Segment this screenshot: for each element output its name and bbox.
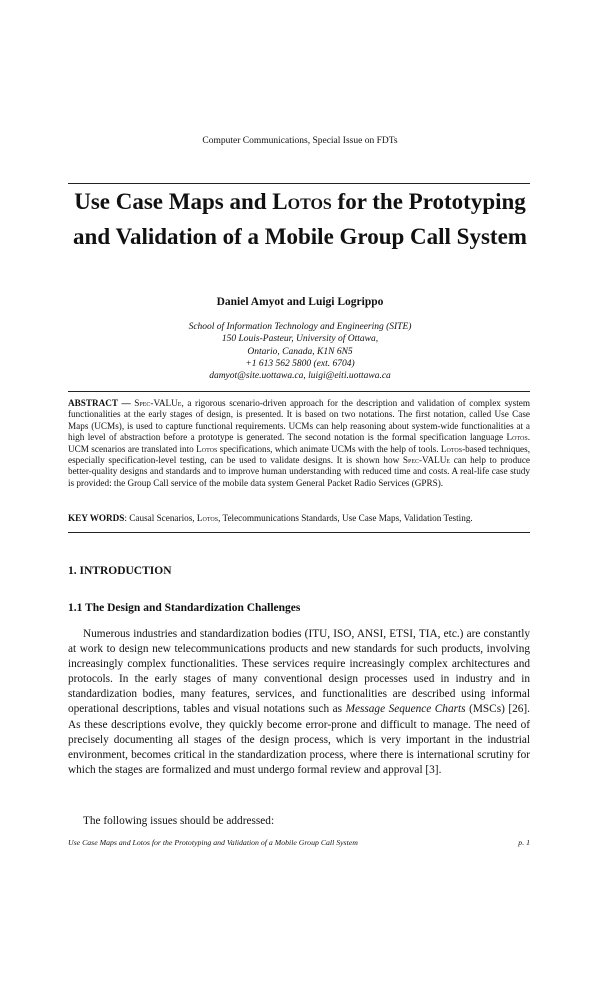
msc-term: Message Sequence Charts [345,703,466,716]
abstract [68,398,530,489]
abstract-text: can help to produce better-quality designs and standards and to improve human understanding with reduced time and costs. A real-life case study is provided: the Group Call service of the mobile data system General Packet Radio Services (GPRS). [68,455,530,488]
affiliation-line: +1 613 562 5800 (ext. 6704) [245,358,355,369]
affiliation-line: School of Information Technology and Engineering (SITE) [188,322,412,332]
keywords-text: , Telecommunications Standards, Use Case Maps, Validation Testing. [218,513,473,523]
page-footer [68,838,530,847]
spec-value-term: Spec-VALUe [134,398,182,408]
subsection-heading: 1.1 The Design and Standardization Challenges [68,602,301,614]
keywords-label: KEY WORDS [68,513,125,523]
abstract-text: , a rigorous scenario-driven approach for the description and validation of complex system functionalities at the early stages of design, is presented. It is based on two notations. The first notation, called Use Case Maps (UCMs), is used to capture functional requirements. UCMs can help reasoning about system-wide functionalities at a high level of abstraction before a prototype is generated. The second notation is the formal specification language [68,398,530,443]
lotos-term: Lotos [196,513,219,523]
page-number: p. 1 [518,838,530,847]
spec-value-term: Spec-VALUe [402,455,451,466]
title-part-2: for the Prototyping and Validation of a Mobile Group Call System [73,189,527,249]
affiliation-line: damyot@site.uottawa.ca, luigi@eiti.uottawa.ca [209,371,391,382]
abstract-text: . UCM scenarios are translated into [68,432,530,454]
paper-title [60,184,540,254]
section-heading: 1. INTRODUCTION [68,565,172,577]
title-part-1: Use Case Maps and [74,189,273,214]
affiliation-line: 150 Louis-Pasteur, University of Ottawa, [221,334,379,345]
lotos-term: Lotos [196,443,218,454]
abstract-text: specifications, which animate UCMs with the help of tools. [217,443,441,454]
title-lotos: Lotos [272,189,332,214]
lotos-term: Lotos [506,432,528,443]
abstract-rule-bottom [68,532,530,533]
lotos-term: Lotos [440,443,463,454]
paragraph-text: (MSCs) [26]. As these descriptions evolve, they quickly become error-prone and difficult to manage. The need of precisely documenting all stages of the design process, which is very important in the industrial environment, becomes critical in the standardization process, where there is international scrutiny for which the stages are formalized and must undergo formal review and approval [3]. [68,703,531,776]
paragraph-text: The following issues should be addressed: [83,815,275,827]
footer-title: Use Case Maps and Lotos for the Prototyping and Validation of a Mobile Group Call System [68,838,358,847]
affiliation-line: Ontario, Canada, K1N 6N5 [247,346,353,357]
issues-paragraph [68,814,530,829]
affiliation [0,321,600,382]
paragraph-text: Numerous industries and standardization bodies (ITU, ISO, ANSI, ETSI, TIA, etc.) are constantly at work to design new telecommunications products and new standards for such products, involving increasingly complex functionalities. These services require increasingly complex architectures and protocols. In the early stages of many conventional design processes used in industry and in standardization bodies, many features, services, and functionalities are described using informal operational descriptions, tables and visual notations such as [68,628,530,716]
journal-header: Computer Communications, Special Issue on FDTs [202,136,398,146]
keywords-text: : Causal Scenarios, [124,513,197,523]
intro-paragraph [68,627,530,778]
abstract-rule-top [68,391,530,392]
abstract-text: -based techniques, especially specification-level testing, can be used to validate designs. It is shown how [68,443,530,466]
authors: Daniel Amyot and Luigi Logrippo [216,296,384,308]
abstract-label: ABSTRACT — [68,398,131,408]
keywords [68,512,530,524]
